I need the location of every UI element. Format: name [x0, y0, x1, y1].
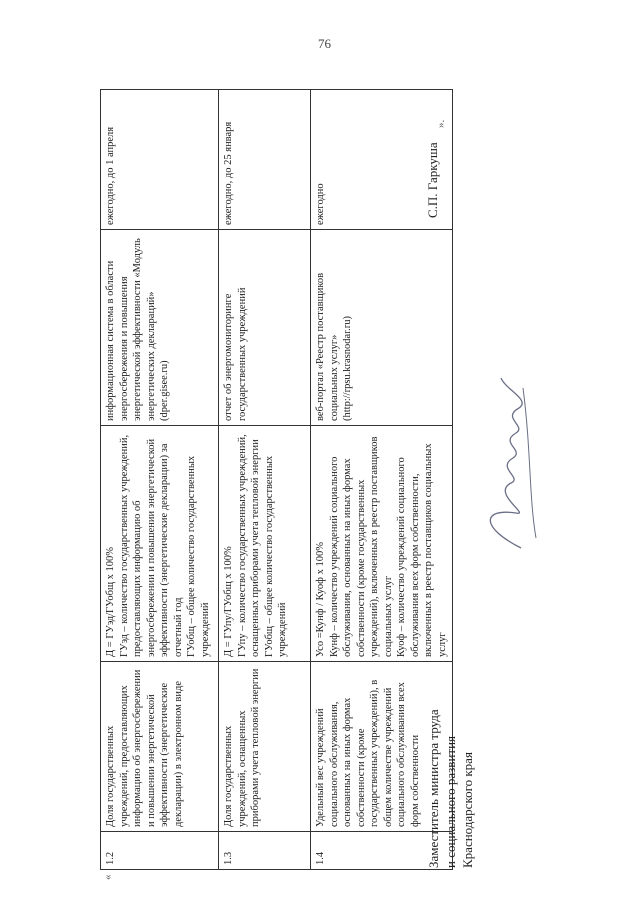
- formula-line: Д = ГУэд/ГУобщ х 100%: [105, 546, 116, 657]
- indicator-name: Доля государственных учреждений, оснащенных приборами учета тепловой энергии: [219, 662, 311, 832]
- signatory-position: [425, 709, 476, 868]
- reporting-term: ежегодно, до 25 января: [219, 90, 311, 230]
- row-number: 1.3: [219, 832, 311, 870]
- formula-line: Усо =Кунф / Куоф х 100%: [315, 542, 326, 657]
- data-source: информационная система в области энергосбережения и повышения энергетической эффективности «Модуль энергетических деклараций» (dper.gisee.ru): [101, 230, 219, 426]
- table-row: [219, 90, 311, 870]
- page-number: 76: [318, 36, 331, 51]
- signatory-name: С.П. Гаркуша: [425, 142, 440, 218]
- formula-line: Кунф – количество учреждений социального обслуживания, основанных на иных формах собственности (кроме государственных учреждений), включенных в реестр поставщиков социальных услуг: [328, 436, 394, 657]
- indicator-formula: [101, 426, 219, 662]
- reporting-term: ежегодно: [311, 90, 453, 230]
- position-line: и социального развития: [443, 735, 458, 868]
- formula-line: ГУэд – количество государственных учреждений, предоставляющих информацию об энергосбережении и повышении энергетической эффективности (энергетические декларации) за отчетный год: [118, 434, 184, 657]
- data-source: веб-портал «Реестр поставщиков социальных услуг» (http://rpsu.krasnodar.ru): [311, 230, 453, 426]
- position-line: Заместитель министра труда: [426, 709, 441, 868]
- formula-line: Куоф – количество учреждений социального обслуживания всех форм собственности, включенных в реестр поставщиков социальных услуг: [396, 443, 448, 657]
- formula-line: Д = ГУпу/ГУобщ х 100%: [223, 546, 234, 657]
- handwritten-signature: [461, 368, 551, 568]
- formula-line: ГУпу – количество государственных учреждений, оснащенных приборами учета тепловой энергии: [236, 434, 261, 657]
- indicator-name: Доля государственных учреждений, предоставляющих информацию об энергосбережении и повышении энергетической эффективности (энергетические декларации) в электронном виде: [101, 662, 219, 832]
- formula-line: ГУобщ – общее количество государственных учреждений: [263, 455, 288, 657]
- open-quote: «: [102, 874, 114, 880]
- signature-block: [425, 88, 555, 868]
- row-number: 1.4: [311, 832, 453, 870]
- indicator-formula: [219, 426, 311, 662]
- formula-line: ГУобщ – общее количество государственных учреждений: [186, 455, 211, 657]
- data-source: отчет об энергомониторинге государственных учреждений: [219, 230, 311, 426]
- rotated-sheet: [30, 80, 590, 880]
- position-line: Краснодарского края: [460, 752, 475, 868]
- indicators-table: [100, 89, 453, 870]
- table-row: [101, 90, 219, 870]
- reporting-term: ежегодно, до 1 апреля: [101, 90, 219, 230]
- indicator-name: Удельный вес учреждений социального обслуживания, основанных на иных формах собственности (кроме государственных учреждений), в общем количестве учреждений социального обслуживания всех форм собственности: [311, 662, 453, 832]
- close-quote: ».: [435, 119, 447, 128]
- row-number: 1.2: [101, 832, 219, 870]
